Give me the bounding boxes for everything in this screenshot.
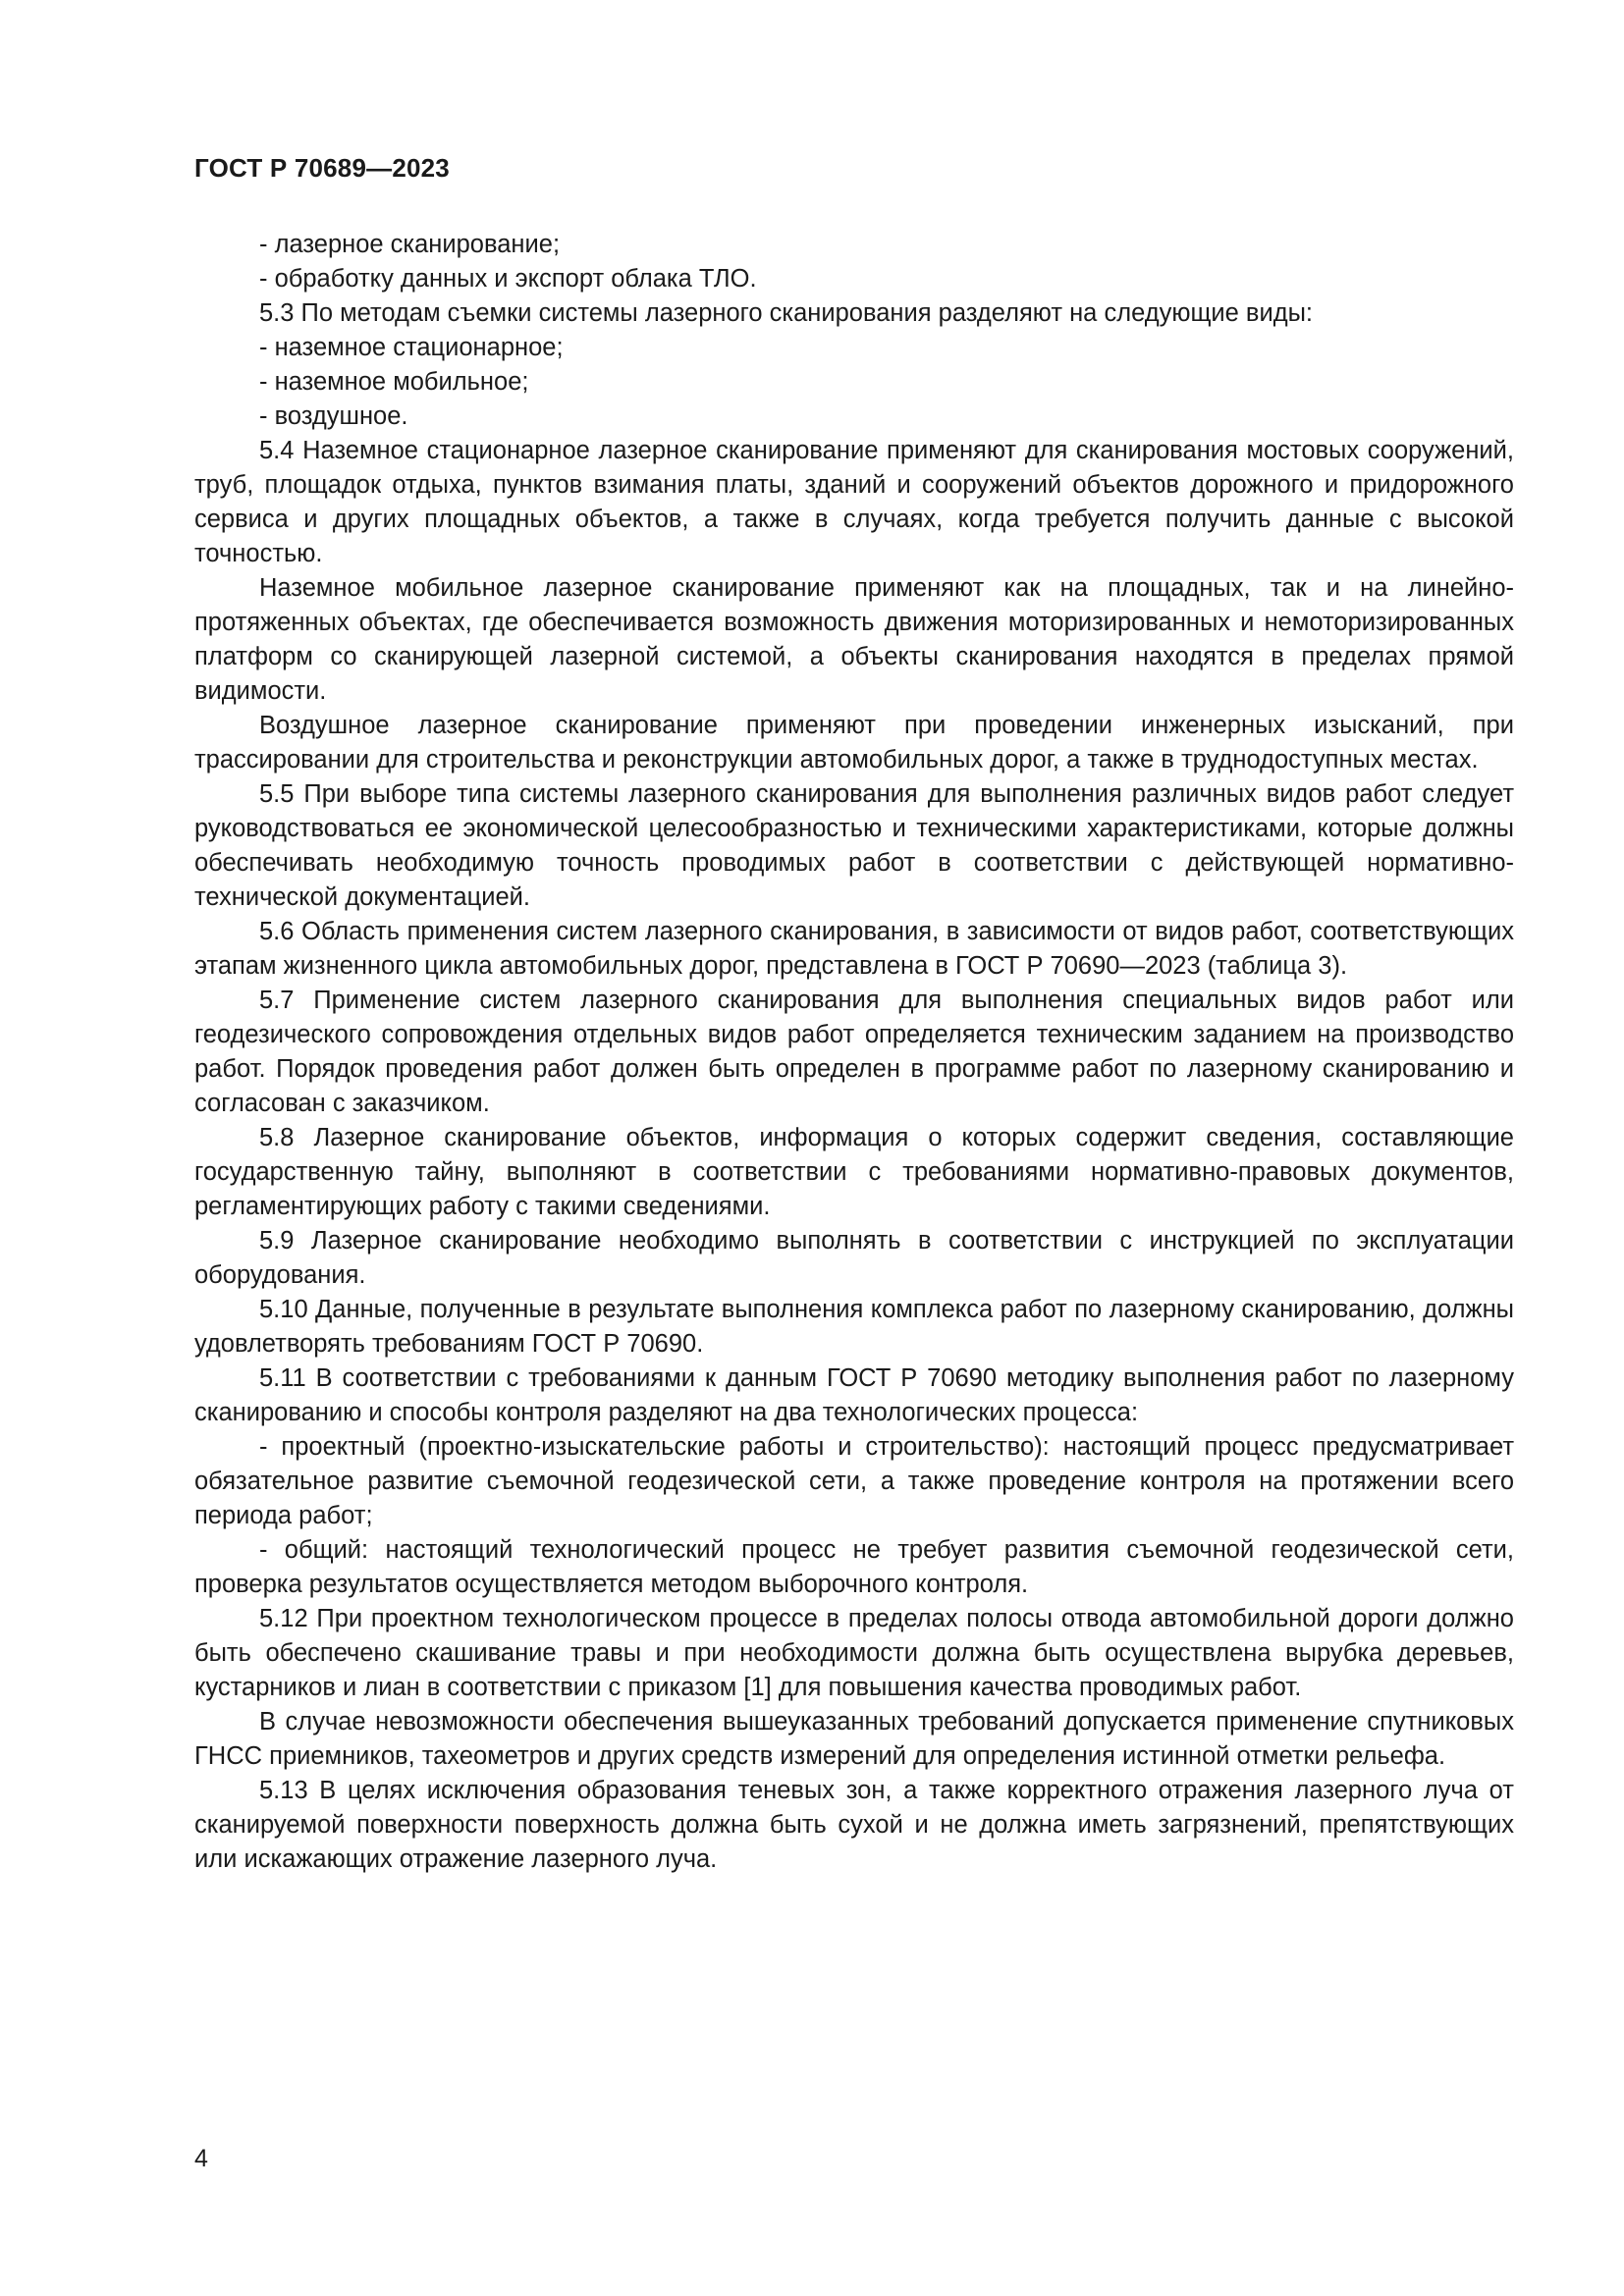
paragraph: Наземное мобильное лазерное сканирование применяют как на площадных, так и на линейно-протяженных объектах, где обеспечивается возможность движения моторизированных и немоторизированных платформ со сканирующей лазерной системой, а объекты сканирования находятся в пределах прямой видимости. bbox=[194, 574, 1514, 705]
paragraph: - воздушное. bbox=[259, 402, 408, 430]
document-body bbox=[194, 228, 1514, 1877]
paragraph: 5.7 Применение систем лазерного сканирования для выполнения специальных видов работ или геодезического сопровождения отдельных видов работ определяется техническим заданием на производство работ. Порядок проведения работ должен быть определен в программе работ по лазерному сканированию и согласован с заказчиком. bbox=[194, 987, 1514, 1117]
paragraph: 5.9 Лазерное сканирование необходимо выполнять в соответствии с инструкцией по эксплуатации оборудования. bbox=[194, 1227, 1514, 1289]
paragraph: Воздушное лазерное сканирование применяют при проведении инженерных изысканий, при трассировании для строительства и реконструкции автомобильных дорог, а также в труднодоступных местах. bbox=[194, 712, 1514, 774]
document-header: ГОСТ Р 70689—2023 bbox=[194, 153, 450, 183]
paragraph: 5.8 Лазерное сканирование объектов, информация о которых содержит сведения, составляющие государственную тайну, выполняют в соответствии с требованиями нормативно-правовых документов, регламентирующих работу с такими сведениями. bbox=[194, 1124, 1514, 1220]
paragraph: - наземное мобильное; bbox=[259, 368, 529, 396]
paragraph: - наземное стационарное; bbox=[259, 334, 564, 361]
paragraph: - обработку данных и экспорт облака ТЛО. bbox=[259, 265, 757, 293]
paragraph: 5.10 Данные, полученные в результате выполнения комплекса работ по лазерному сканированию, должны удовлетворять требованиям ГОСТ Р 70690. bbox=[194, 1296, 1514, 1358]
paragraph: - лазерное сканирование; bbox=[259, 231, 561, 258]
paragraph: 5.4 Наземное стационарное лазерное сканирование применяют для сканирования мостовых сооружений, труб, площадок отдыха, пунктов взимания платы, зданий и сооружений объектов дорожного и придорожного сервиса и других площадных объектов, а также в случаях, когда требуется получить данные с высокой точностью. bbox=[194, 437, 1514, 567]
paragraph: 5.5 При выборе типа системы лазерного сканирования для выполнения различных видов работ следует руководствоваться ее экономической целесообразностью и техническими характеристиками, которые должны обеспечивать необходимую точность проводимых работ в соответствии с действующей нормативно-технической документацией. bbox=[194, 780, 1514, 911]
page-number: 4 bbox=[194, 2145, 208, 2172]
paragraph: 5.11 В соответствии с требованиями к данным ГОСТ Р 70690 методику выполнения работ по лазерному сканированию и способы контроля разделяют на два технологических процесса: bbox=[194, 1364, 1514, 1426]
paragraph: В случае невозможности обеспечения вышеуказанных требований допускается применение спутниковых ГНСС приемников, тахеометров и других средств измерений для определения истинной отметки рельефа. bbox=[194, 1708, 1514, 1770]
paragraph: 5.6 Область применения систем лазерного сканирования, в зависимости от видов работ, соответствующих этапам жизненного цикла автомобильных дорог, представлена в ГОСТ Р 70690—2023 (таблица 3). bbox=[194, 918, 1514, 980]
paragraph: - проектный (проектно-изыскательские работы и строительство): настоящий процесс предусматривает обязательное развитие съемочной геодезической сети, а также проведение контроля на протяжении всего периода работ; bbox=[194, 1433, 1514, 1529]
paragraph: 5.13 В целях исключения образования теневых зон, а также корректного отражения лазерного луча от сканируемой поверхности поверхность должна быть сухой и не должна иметь загрязнений, препятствующих или искажающих отражение лазерного луча. bbox=[194, 1777, 1514, 1873]
paragraph: 5.3 По методам съемки системы лазерного сканирования разделяют на следующие виды: bbox=[259, 299, 1314, 327]
paragraph: - общий: настоящий технологический процесс не требует развития съемочной геодезической сети, проверка результатов осуществляется методом выборочного контроля. bbox=[194, 1536, 1514, 1598]
paragraph: 5.12 При проектном технологическом процессе в пределах полосы отвода автомобильной дороги должно быть обеспечено скашивание травы и при необходимости должна быть осуществлена вырубка деревьев, кустарников и лиан в соответствии с приказом [1] для повышения качества проводимых работ. bbox=[194, 1605, 1514, 1701]
